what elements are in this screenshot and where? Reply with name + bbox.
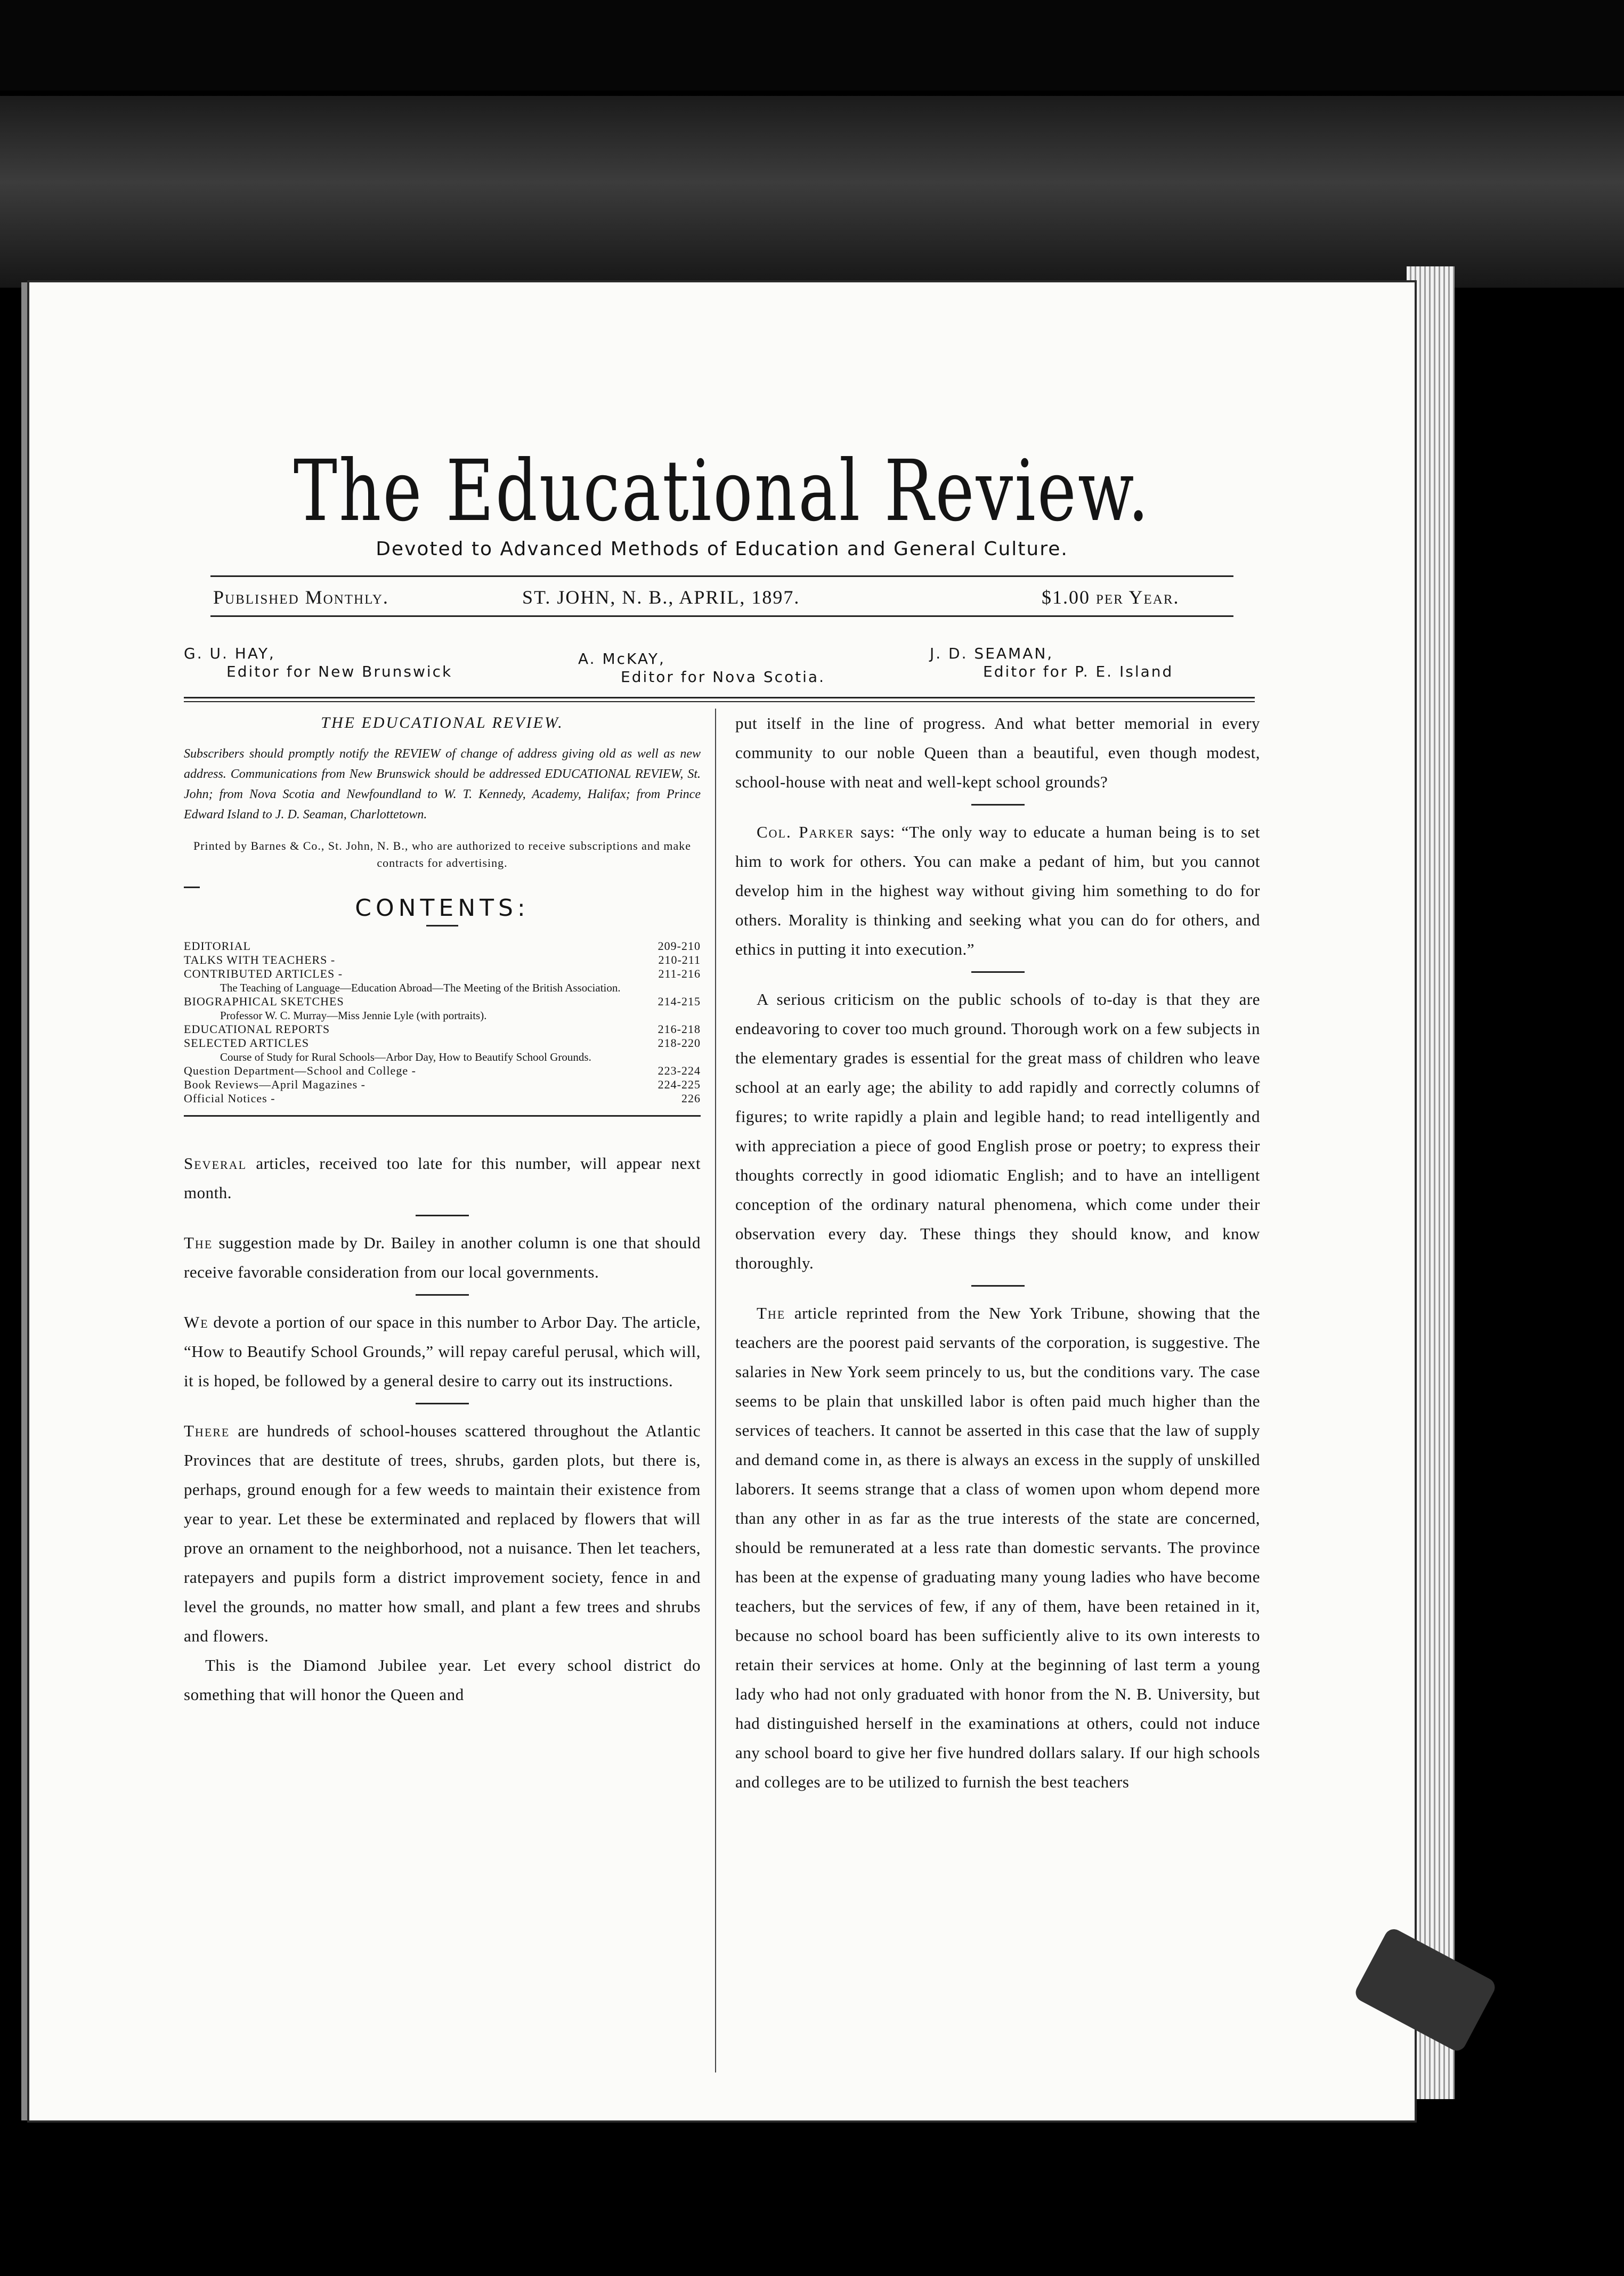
paragraph-text: suggestion made by Dr. Bailey in another column is one that should receive favorable consideration from our local governments. <box>184 1233 701 1281</box>
masthead-title: The Educational Review. <box>293 442 1151 540</box>
contents-item <box>184 967 701 995</box>
paragraph-text: are hundreds of school-houses scattered throughout the Atlantic Provinces that are destitute of trees, shrubs, garden plots, but there is, perhaps, ground enough for a few weeds to maintain their existence from year to year. Let these be exterminated and replaced by flowers that will prove an ornament to the neighborhood, not a nuisance. Then let teachers, ratepayers and pupils form a district improvement society, fence in and level the grounds, no matter how small, and plant a few trees and shrubs and flowers. <box>184 1421 701 1645</box>
paragraph-separator <box>971 804 1025 806</box>
contents-item-label: Book Reviews—April Magazines - <box>184 1078 366 1091</box>
editor-pe-island <box>930 645 1173 681</box>
article-paragraph <box>735 817 1260 964</box>
contents-item-pages: 218-220 <box>657 1036 701 1050</box>
subscription-price: $1.00 per Year. <box>1042 587 1180 608</box>
paragraph-separator <box>416 1294 469 1296</box>
paragraph-text: put itself in the line of progress. And what better memorial in every community to our noble Queen than a beautiful, even though modest, school-house with neat and well-kept school grounds? <box>735 714 1260 791</box>
masthead-rule-middle <box>210 615 1233 617</box>
contents-item <box>184 1036 701 1064</box>
paragraph-text: article reprinted from the New York Tribune, showing that the teachers are the poorest paid servants of the corporation, is suggestive. The salaries in New York seem princely to us, but the conditions vary. The case seems to be plain that unskilled labor is often paid much higher than the services of teachers. It cannot be asserted in this case that the law of supply and demand come in, as there is always an excess in the supply of unskilled laborers. It seems strange that a class of women upon whom depend more than any other in as far as the true interests of the state are concerned, should be remunerated at a less rate than domestic servants. The province has been at the expense of graduating many young ladies who have become teachers, but the services of few, if any of them, have been retained in it, because no school board has been sufficiently alive to its own interests to retain their services at home. Only at the beginning of last term a young lady who had not only graduated with honor from the N. B. University, but had distinguished herself in the examinations at others, could not induce any school board to give her five hundred dollars salary. If our high schools and colleges are to be utilized to furnish the best teachers <box>735 1304 1260 1791</box>
contents-item-detail: The Teaching of Language—Education Abroad—The Meeting of the British Association. <box>220 981 621 994</box>
article-paragraph <box>735 1298 1260 1797</box>
paragraph-lead: The <box>757 1304 786 1322</box>
article-paragraph <box>735 985 1260 1278</box>
contents-item-label: EDUCATIONAL REPORTS <box>184 1022 330 1036</box>
scan-background-top <box>0 0 1624 91</box>
contents-item-label: Question Department—School and College - <box>184 1064 416 1077</box>
contents-item-label: BIOGRAPHICAL SKETCHES <box>184 995 344 1008</box>
editor-new-brunswick <box>184 645 452 681</box>
contents-item <box>184 995 701 1022</box>
published-monthly: Published Monthly. <box>213 587 389 608</box>
paragraph-lead: There <box>184 1421 230 1440</box>
paragraph-lead: Several <box>184 1154 247 1173</box>
paragraph-lead: The <box>184 1233 213 1252</box>
contents-item <box>184 1022 701 1036</box>
contents-item-label: SELECTED ARTICLES <box>184 1036 310 1050</box>
contents-item-pages: 211-216 <box>658 967 701 980</box>
paragraph-separator <box>971 971 1025 973</box>
paragraph-separator <box>416 1215 469 1216</box>
book-cover-shadow <box>0 96 1624 288</box>
editor-nova-scotia <box>578 650 825 686</box>
contents-item <box>184 1078 701 1092</box>
contents-item-pages: 214-215 <box>657 995 701 1008</box>
editor-role: Editor for New Brunswick <box>226 663 453 680</box>
editor-name: A. McKAY, <box>578 650 665 668</box>
paragraph-text: This is the Diamond Jubilee year. Let every school district do something that will honor the Queen and <box>184 1656 701 1704</box>
article-paragraph <box>735 709 1260 796</box>
review-heading: THE EDUCATIONAL REVIEW. <box>321 714 564 731</box>
contents-item <box>184 953 701 967</box>
contents-item-pages: 209-210 <box>657 939 701 953</box>
contents-item-detail: Professor W. C. Murray—Miss Jennie Lyle (with portraits). <box>220 1009 487 1022</box>
printed-by-notice: Printed by Barnes & Co., St. John, N. B., who are authorized to receive subscriptions and make contracts for advertising. <box>193 839 692 869</box>
contents-heading: CONTENTS: <box>355 895 530 922</box>
contents-item <box>184 1092 701 1106</box>
masthead-rule-top <box>210 575 1233 577</box>
paragraph-text: says: “The only way to educate a human being is to set him to work for others. You can make a pedant of him, but you cannot develop him in the highest way without giving him something to do for others. Morality is thinking and seeking what you can do for others, and ethics in putting it into execution.” <box>735 823 1260 958</box>
article-paragraph <box>184 1307 701 1395</box>
contents-rule <box>184 1115 701 1117</box>
column-divider <box>715 709 716 2072</box>
contents-item-pages: 210-211 <box>658 953 701 966</box>
contents-item-detail: Course of Study for Rural Schools—Arbor Day, How to Beautify School Grounds. <box>220 1051 591 1063</box>
newspaper-page <box>29 282 1415 2120</box>
contents-item-label: TALKS WITH TEACHERS - <box>184 953 336 966</box>
paragraph-lead: We <box>184 1313 209 1331</box>
masthead-rule-bottom-double <box>184 701 1255 702</box>
contents-item-pages: 216-218 <box>657 1022 701 1036</box>
article-paragraph <box>184 1416 701 1651</box>
editor-role: Editor for P. E. Island <box>983 663 1174 680</box>
editor-name: J. D. SEAMAN, <box>930 645 1054 662</box>
contents-item-pages: 226 <box>681 1092 701 1105</box>
contents-item <box>184 939 701 953</box>
subscriber-notice: Subscribers should promptly notify the REVIEW of change of address giving old as well as new address. Communications from New Brunswick should be addressed EDUCATIONAL REVIEW, St. John; from Nova Scotia and Newfoundland to W. T. Kennedy, Academy, Halifax; from Prince Edward Island to J. D. Seaman, Charlottetown. <box>184 747 701 822</box>
masthead-subtitle: Devoted to Advanced Methods of Education and General Culture. <box>376 538 1068 560</box>
editor-name: G. U. HAY, <box>184 645 275 662</box>
short-rule <box>184 887 200 888</box>
left-articles <box>184 1149 701 1709</box>
contents-item-pages: 223-224 <box>657 1064 701 1077</box>
paragraph-text: devote a portion of our space in this number to Arbor Day. The article, “How to Beautify School Grounds,” will repay careful perusal, which will, it is hoped, be followed by a general desire to carry out its instructions. <box>184 1313 701 1390</box>
article-paragraph <box>184 1149 701 1207</box>
contents-list <box>184 939 701 1106</box>
contents-item <box>184 1064 701 1078</box>
location-date: ST. JOHN, N. B., APRIL, 1897. <box>522 587 800 608</box>
paragraph-separator <box>416 1403 469 1404</box>
contents-separator <box>426 925 458 926</box>
contents-item-label: CONTRIBUTED ARTICLES - <box>184 967 343 980</box>
editor-role: Editor for Nova Scotia. <box>621 668 825 686</box>
paragraph-text: A serious criticism on the public schools of to-day is that they are endeavoring to cover too much ground. Thorough work on a few subjects in the elementary grades is essential for the great mass of children who leave school at an early age; the ability to add rapidly and correctly columns of figures; to write rapidly a plain and legible hand; to read intelligently and with appreciation a piece of good English prose or poetry; to express their thoughts correctly in good idiomatic English; and to have an intelligent conception of the ordinary natural phenomena, which come under their observation every day. These things they should know, and know thoroughly. <box>735 990 1260 1272</box>
article-paragraph <box>184 1228 701 1287</box>
right-column <box>735 709 1260 1797</box>
paragraph-separator <box>971 1285 1025 1287</box>
paragraph-text: articles, received too late for this number, will appear next month. <box>184 1154 701 1202</box>
masthead-rule-bottom <box>184 697 1255 698</box>
contents-item-label: EDITORIAL <box>184 939 251 953</box>
paragraph-lead: Col. Parker <box>757 823 855 841</box>
contents-item-pages: 224-225 <box>657 1078 701 1091</box>
left-column <box>184 714 701 1709</box>
contents-item-label: Official Notices - <box>184 1092 275 1105</box>
article-paragraph <box>184 1651 701 1709</box>
